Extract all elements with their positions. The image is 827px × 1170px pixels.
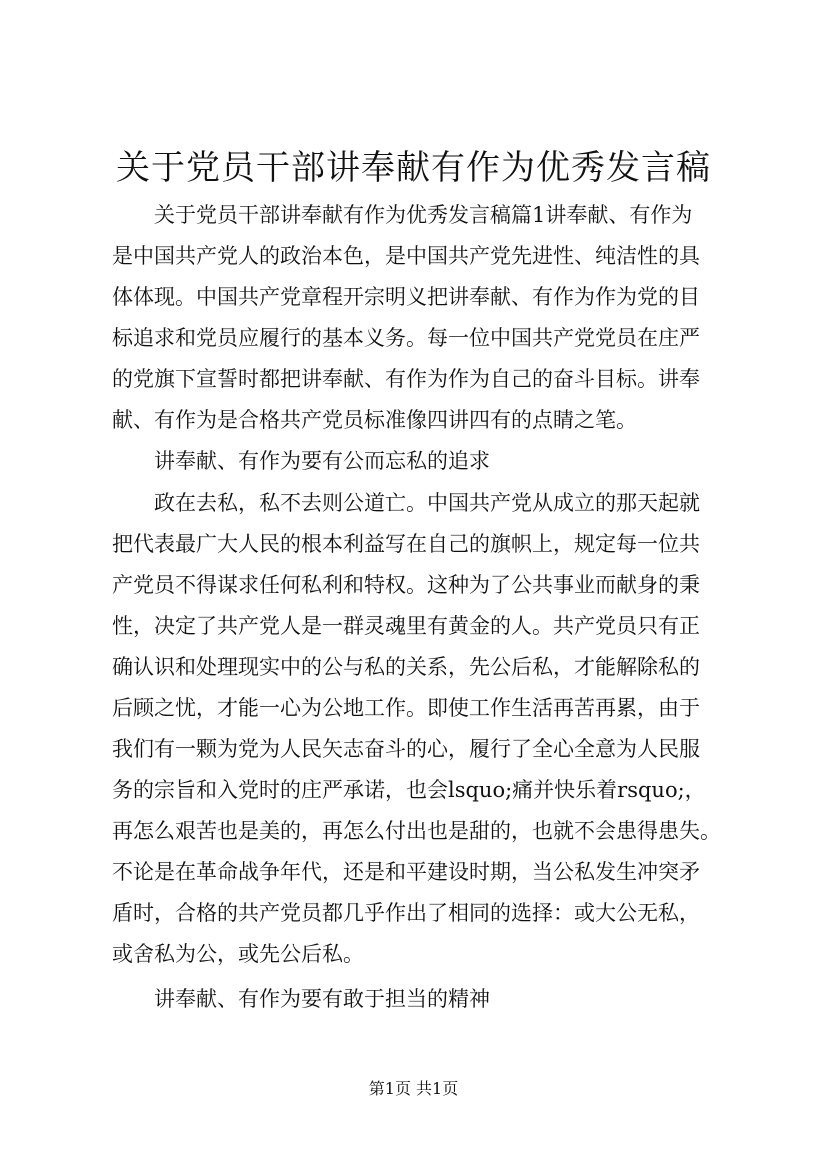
paragraph-1-line-3: 体体现。中国共产党章程开宗明义把讲奉献、有作为作为党的目 (112, 285, 700, 309)
paragraph-2-line-8: 务的宗旨和入党时的庄严承诺，也会lsquo;痛并快乐着rsquo;， (112, 778, 706, 802)
paragraph-1-line-2: 是中国共产党人的政治本色，是中国共产党先进性、纯洁性的具 (112, 244, 700, 268)
paragraph-2-line-2: 把代表最广大人民的根本利益写在自己的旗帜上，规定每一位共 (112, 532, 700, 556)
paragraph-2-line-10: 不论是在革命战争年代，还是和平建设时期，当公私发生冲突矛 (112, 860, 700, 884)
document-title: 关于党员干部讲奉献有作为优秀发言稿 (116, 148, 711, 188)
section-heading-2: 讲奉献、有作为要有敢于担当的精神 (154, 987, 490, 1011)
paragraph-2-line-5: 确认识和处理现实中的公与私的关系，先公后私，才能解除私的 (112, 655, 700, 679)
paragraph-2-line-11: 盾时，合格的共产党员都几乎作出了相同的选择：或大公无私， (112, 901, 700, 925)
page-footer: 第1页 共1页 (368, 1079, 459, 1098)
paragraph-2-line-1: 政在去私，私不去则公道亡。中国共产党从成立的那天起就 (154, 491, 700, 515)
paragraph-2-line-9: 再怎么艰苦也是美的，再怎么付出也是甜的，也就不会患得患失。 (112, 819, 721, 843)
paragraph-2-line-4: 性，决定了共产党人是一群灵魂里有黄金的人。共产党员只有正 (112, 614, 700, 638)
section-heading-1: 讲奉献、有作为要有公而忘私的追求 (154, 449, 490, 473)
paragraph-2-line-7: 我们有一颗为党为人民矢志奋斗的心，履行了全心全意为人民服 (112, 737, 700, 761)
paragraph-2-line-12: 或舍私为公，或先公后私。 (112, 942, 364, 966)
paragraph-1-line-6: 献、有作为是合格共产党员标准像四讲四有的点睛之笔。 (112, 408, 637, 432)
paragraph-1-line-5: 的党旗下宣誓时都把讲奉献、有作为作为自己的奋斗目标。讲奉 (112, 367, 700, 391)
paragraph-2-line-3: 产党员不得谋求任何私利和特权。这种为了公共事业而献身的秉 (112, 573, 700, 597)
paragraph-1-line-1: 关于党员干部讲奉献有作为优秀发言稿篇1讲奉献、有作为 (154, 203, 693, 227)
paragraph-2-line-6: 后顾之忧，才能一心为公地工作。即使工作生活再苦再累，由于 (112, 696, 700, 720)
paragraph-1-line-4: 标追求和党员应履行的基本义务。每一位中国共产党党员在庄严 (112, 326, 700, 350)
